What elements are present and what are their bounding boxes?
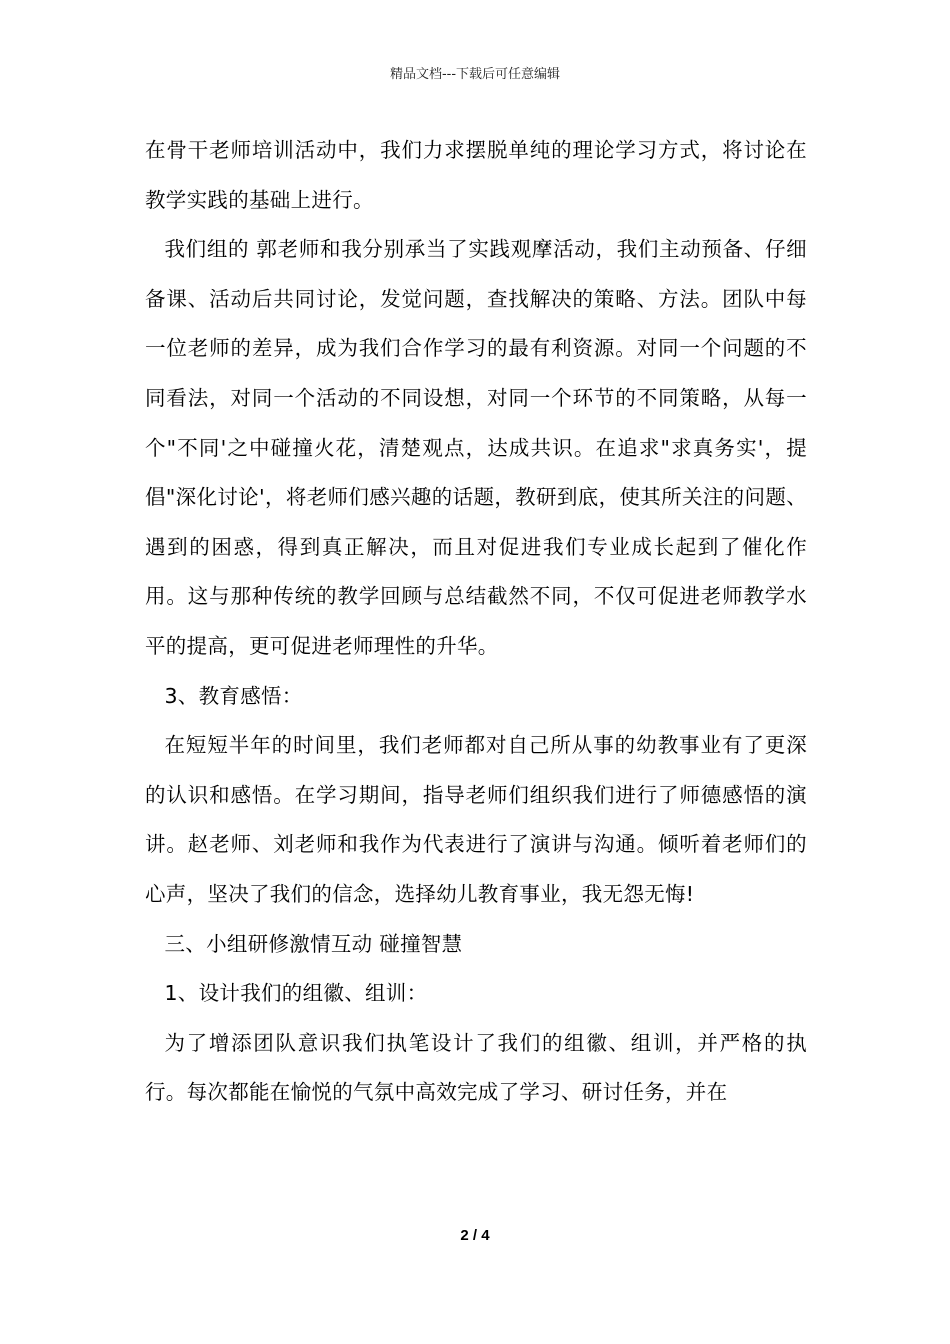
paragraph-emblem-motto: 为了增添团队意识我们执笔设计了我们的组徽、组训，并严格的执行。每次都能在愉悦的气氛中高效完成了学习、研讨任务，并在 (145, 1030, 807, 1105)
page-header: 精品文档---下载后可任意编辑 (389, 67, 561, 82)
section-heading-group-study: 三、小组研修激情互动 碰撞智慧 (164, 931, 463, 956)
document-body (145, 126, 807, 1118)
paragraph-training-intro: 在骨干老师培训活动中，我们力求摆脱单纯的理论学习方式，将讨论在教学实践的基础上进行。 (145, 138, 807, 212)
paragraph-practice-observation: 我们组的 郭老师和我分别承当了实践观摩活动，我们主动预备、仔细备课、活动后共同讨论，发觉问题，查找解决的策略、方法。团队中每一位老师的差异，成为我们合作学习的最有利资源。对同一个问题的不同看法，对同一个活动的不同设想，对同一个环节的不同策略，从每一个"不同'之中碰撞火花，清楚观点，达成共识。在追求"求真务实'，提倡"深化讨论'，将老师们感兴趣的话题，教研到底，使其所关注的问题、遇到的困惑，得到真正解决，而且对促进我们专业成长起到了催化作用。这与那种传统的教学回顾与总结截然不同，不仅可促进老师教学水平的提高，更可促进老师理性的升华。 (145, 237, 807, 658)
section-heading-education-insight: 3、教育感悟： (164, 683, 303, 708)
section-heading-emblem-motto: 1、设计我们的组徽、组训： (164, 981, 428, 1006)
page-number: 2 / 4 (460, 1227, 490, 1244)
paragraph-education-insight: 在短短半年的时间里，我们老师都对自己所从事的幼教事业有了更深的认识和感悟。在学习期间，指导老师们组织我们进行了师德感悟的演讲。赵老师、刘老师和我作为代表进行了演讲与沟通。倾听着老师们的心声，坚决了我们的信念，选择幼儿教育事业，我无怨无悔! (145, 733, 807, 906)
